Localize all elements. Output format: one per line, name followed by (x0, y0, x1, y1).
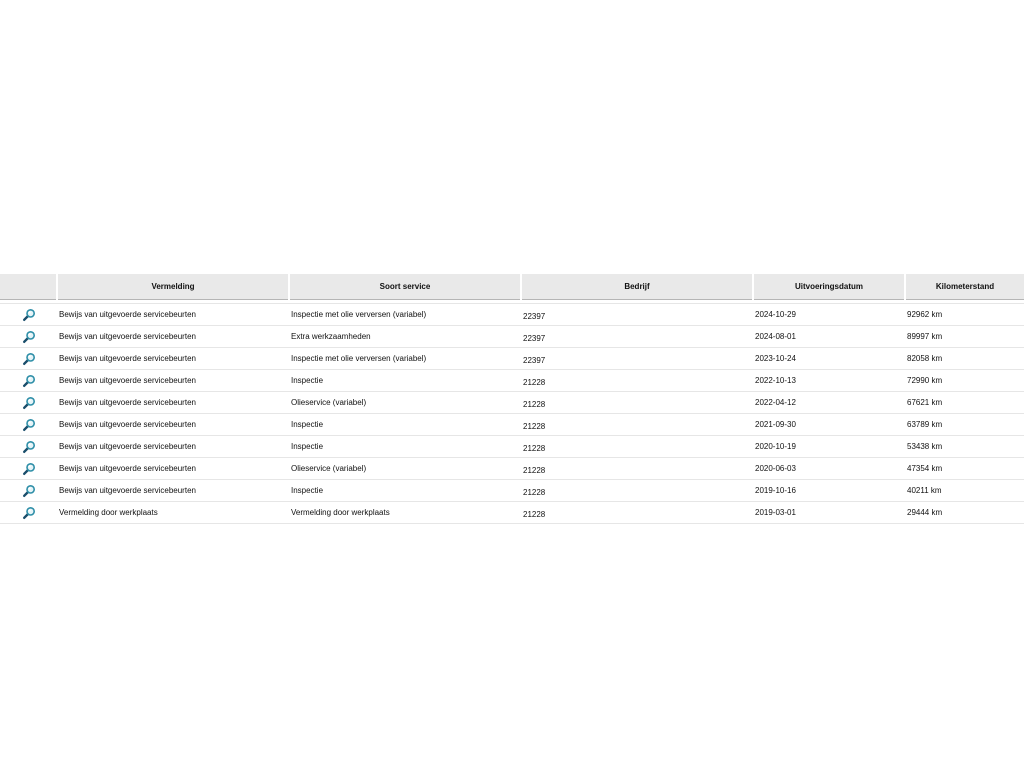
cell-vermelding: Bewijs van uitgevoerde servicebeurten (57, 392, 289, 414)
table-row[interactable] (0, 392, 1024, 414)
cell-kilometerstand: 72990 km (905, 370, 1024, 392)
table-row[interactable] (0, 414, 1024, 436)
cell-soort-service: Extra werkzaamheden (289, 326, 521, 348)
service-history-table-container (0, 274, 1024, 524)
header-uitvoeringsdatum[interactable]: Uitvoeringsdatum (753, 274, 905, 300)
table-row[interactable] (0, 370, 1024, 392)
table-row[interactable] (0, 436, 1024, 458)
table-row[interactable] (0, 348, 1024, 370)
cell-kilometerstand: 89997 km (905, 326, 1024, 348)
magnifier-icon[interactable] (22, 374, 36, 388)
cell-bedrijf: 22397 (521, 348, 753, 370)
cell-soort-service: Inspectie (289, 414, 521, 436)
cell-bedrijf: 21228 (521, 392, 753, 414)
cell-kilometerstand: 82058 km (905, 348, 1024, 370)
cell-vermelding: Bewijs van uitgevoerde servicebeurten (57, 414, 289, 436)
table-header (0, 274, 1024, 300)
cell-uitvoeringsdatum: 2022-04-12 (753, 392, 905, 414)
cell-bedrijf: 22397 (521, 304, 753, 326)
table-row[interactable] (0, 326, 1024, 348)
cell-uitvoeringsdatum: 2024-08-01 (753, 326, 905, 348)
cell-kilometerstand: 47354 km (905, 458, 1024, 480)
magnifier-icon[interactable] (22, 462, 36, 476)
cell-bedrijf: 21228 (521, 458, 753, 480)
cell-vermelding: Bewijs van uitgevoerde servicebeurten (57, 326, 289, 348)
cell-kilometerstand: 40211 km (905, 480, 1024, 502)
row-view-cell[interactable] (0, 458, 57, 480)
magnifier-icon[interactable] (22, 440, 36, 454)
cell-kilometerstand: 67621 km (905, 392, 1024, 414)
row-view-cell[interactable] (0, 304, 57, 326)
cell-kilometerstand: 63789 km (905, 414, 1024, 436)
header-bedrijf[interactable]: Bedrijf (521, 274, 753, 300)
cell-vermelding: Bewijs van uitgevoerde servicebeurten (57, 436, 289, 458)
magnifier-icon[interactable] (22, 506, 36, 520)
table-row[interactable] (0, 458, 1024, 480)
cell-vermelding: Bewijs van uitgevoerde servicebeurten (57, 370, 289, 392)
cell-kilometerstand: 53438 km (905, 436, 1024, 458)
service-history-table (0, 274, 1024, 524)
row-view-cell[interactable] (0, 392, 57, 414)
magnifier-icon[interactable] (22, 484, 36, 498)
row-view-cell[interactable] (0, 436, 57, 458)
cell-soort-service: Inspectie (289, 480, 521, 502)
cell-uitvoeringsdatum: 2021-09-30 (753, 414, 905, 436)
header-kilometerstand[interactable]: Kilometerstand (905, 274, 1024, 300)
cell-bedrijf: 21228 (521, 370, 753, 392)
cell-uitvoeringsdatum: 2024-10-29 (753, 304, 905, 326)
cell-vermelding: Bewijs van uitgevoerde servicebeurten (57, 458, 289, 480)
cell-vermelding: Bewijs van uitgevoerde servicebeurten (57, 480, 289, 502)
cell-vermelding: Vermelding door werkplaats (57, 502, 289, 524)
cell-soort-service: Inspectie met olie verversen (variabel) (289, 304, 521, 326)
row-view-cell[interactable] (0, 348, 57, 370)
cell-uitvoeringsdatum: 2022-10-13 (753, 370, 905, 392)
row-view-cell[interactable] (0, 480, 57, 502)
header-icon-column (0, 274, 57, 300)
magnifier-icon[interactable] (22, 352, 36, 366)
table-row[interactable] (0, 480, 1024, 502)
cell-kilometerstand: 29444 km (905, 502, 1024, 524)
cell-vermelding: Bewijs van uitgevoerde servicebeurten (57, 304, 289, 326)
cell-kilometerstand: 92962 km (905, 304, 1024, 326)
cell-uitvoeringsdatum: 2023-10-24 (753, 348, 905, 370)
table-row[interactable] (0, 502, 1024, 524)
row-view-cell[interactable] (0, 326, 57, 348)
cell-bedrijf: 21228 (521, 436, 753, 458)
cell-soort-service: Inspectie (289, 436, 521, 458)
cell-bedrijf: 21228 (521, 414, 753, 436)
cell-soort-service: Olieservice (variabel) (289, 458, 521, 480)
magnifier-icon[interactable] (22, 308, 36, 322)
cell-soort-service: Olieservice (variabel) (289, 392, 521, 414)
cell-uitvoeringsdatum: 2020-06-03 (753, 458, 905, 480)
magnifier-icon[interactable] (22, 396, 36, 410)
row-view-cell[interactable] (0, 370, 57, 392)
cell-uitvoeringsdatum: 2019-03-01 (753, 502, 905, 524)
cell-uitvoeringsdatum: 2020-10-19 (753, 436, 905, 458)
cell-soort-service: Inspectie (289, 370, 521, 392)
cell-soort-service: Inspectie met olie verversen (variabel) (289, 348, 521, 370)
table-row[interactable] (0, 304, 1024, 326)
header-vermelding[interactable]: Vermelding (57, 274, 289, 300)
row-view-cell[interactable] (0, 502, 57, 524)
magnifier-icon[interactable] (22, 330, 36, 344)
cell-vermelding: Bewijs van uitgevoerde servicebeurten (57, 348, 289, 370)
magnifier-icon[interactable] (22, 418, 36, 432)
cell-bedrijf: 22397 (521, 326, 753, 348)
cell-bedrijf: 21228 (521, 502, 753, 524)
header-soort-service[interactable]: Soort service (289, 274, 521, 300)
cell-soort-service: Vermelding door werkplaats (289, 502, 521, 524)
table-body (0, 300, 1024, 524)
cell-uitvoeringsdatum: 2019-10-16 (753, 480, 905, 502)
row-view-cell[interactable] (0, 414, 57, 436)
cell-bedrijf: 21228 (521, 480, 753, 502)
header-row (0, 274, 1024, 300)
